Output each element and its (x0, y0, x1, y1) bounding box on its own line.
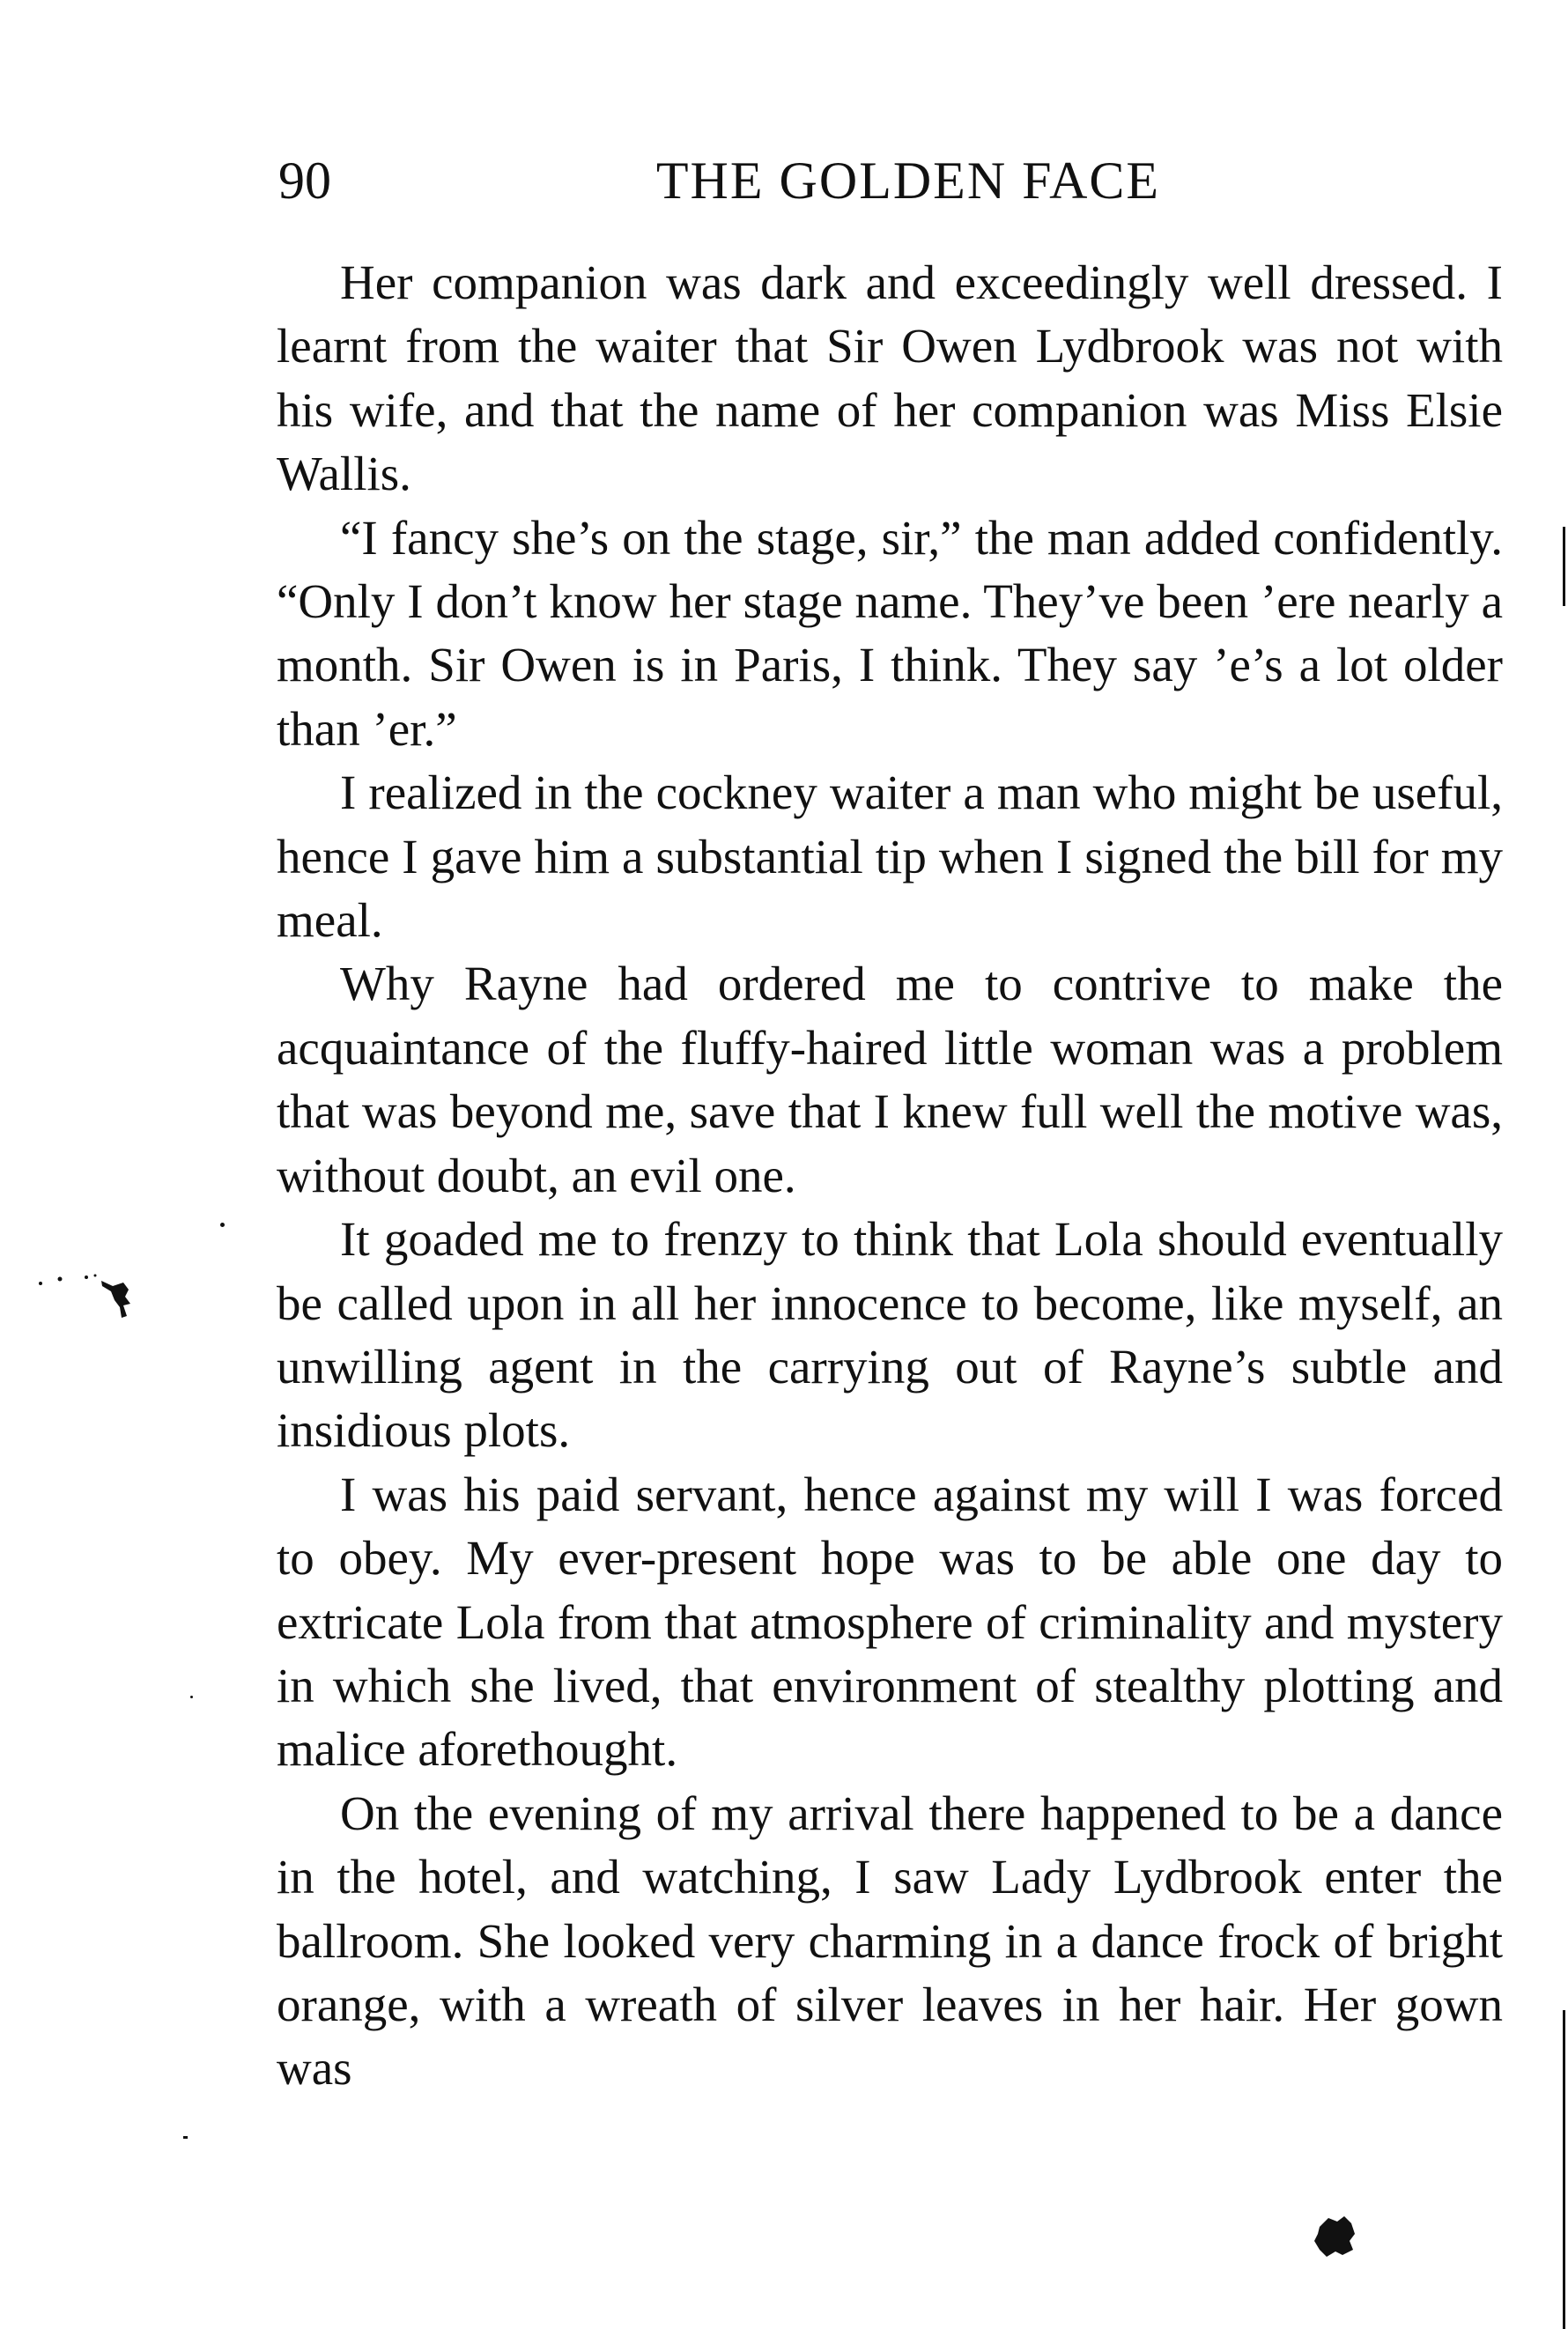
scan-speck (190, 1696, 193, 1698)
running-title: THE GOLDEN FACE (655, 152, 1161, 210)
paragraph-1: Her companion was dark and exceedingly well dressed. I learnt from the waiter that Sir Owen Lydbrook was not with his wife, and that the name of her companion was Miss Elsie Wallis. (277, 255, 1503, 501)
page-header (278, 145, 1503, 216)
paragraph-7: On the evening of my arrival there happened to be a dance in the hotel, and watching, I saw Lady Lydbrook enter the ballroom. She looked very charming in a dance frock of bright orange, with a wreath of silver leaves in her hair. Her gown was (277, 1786, 1503, 2096)
paragraph-5: It goaded me to frenzy to think that Lola should eventually be called upon in all her innocence to become, like myself, an unwilling agent in the carrying out of Rayne’s subtle and insidious plots. (277, 1212, 1503, 1458)
scan-speck (39, 1282, 42, 1285)
body-text (277, 251, 1503, 2101)
ink-blot-icon (1311, 2214, 1357, 2259)
page-number: 90 (278, 152, 331, 210)
paragraph-3: I realized in the cockney waiter a man who might be useful, hence I gave him a substantial tip when I signed the bill for my meal. (277, 765, 1503, 948)
page-edge-line-top (1563, 527, 1565, 606)
scan-speck (183, 2136, 188, 2139)
paragraph-2: “I fancy she’s on the stage, sir,” the man added confidently. “Only I don’t know her stage name. They’ve been ’ere nearly a month. Sir Owen is in Paris, I think. They say ’e’s a lot older than ’er.” (277, 510, 1503, 756)
paragraph-6: I was his paid servant, hence against my will I was forced to obey. My ever-present hope was to be able one day to extricate Lola from that atmosphere of criminality and mystery in which she lived, that environment of stealthy plotting and malice aforethought. (277, 1467, 1503, 1777)
paragraph-4: Why Rayne had ordered me to contrive to make the acquaintance of the fluffy-haired little woman was a problem that was beyond me, save that I knew full well the motive was, without doubt, an evil one. (277, 957, 1503, 1202)
scan-speck (220, 1223, 225, 1227)
margin-smudge-icon (53, 1260, 150, 1330)
page-edge-line-bottom (1563, 2010, 1565, 2329)
